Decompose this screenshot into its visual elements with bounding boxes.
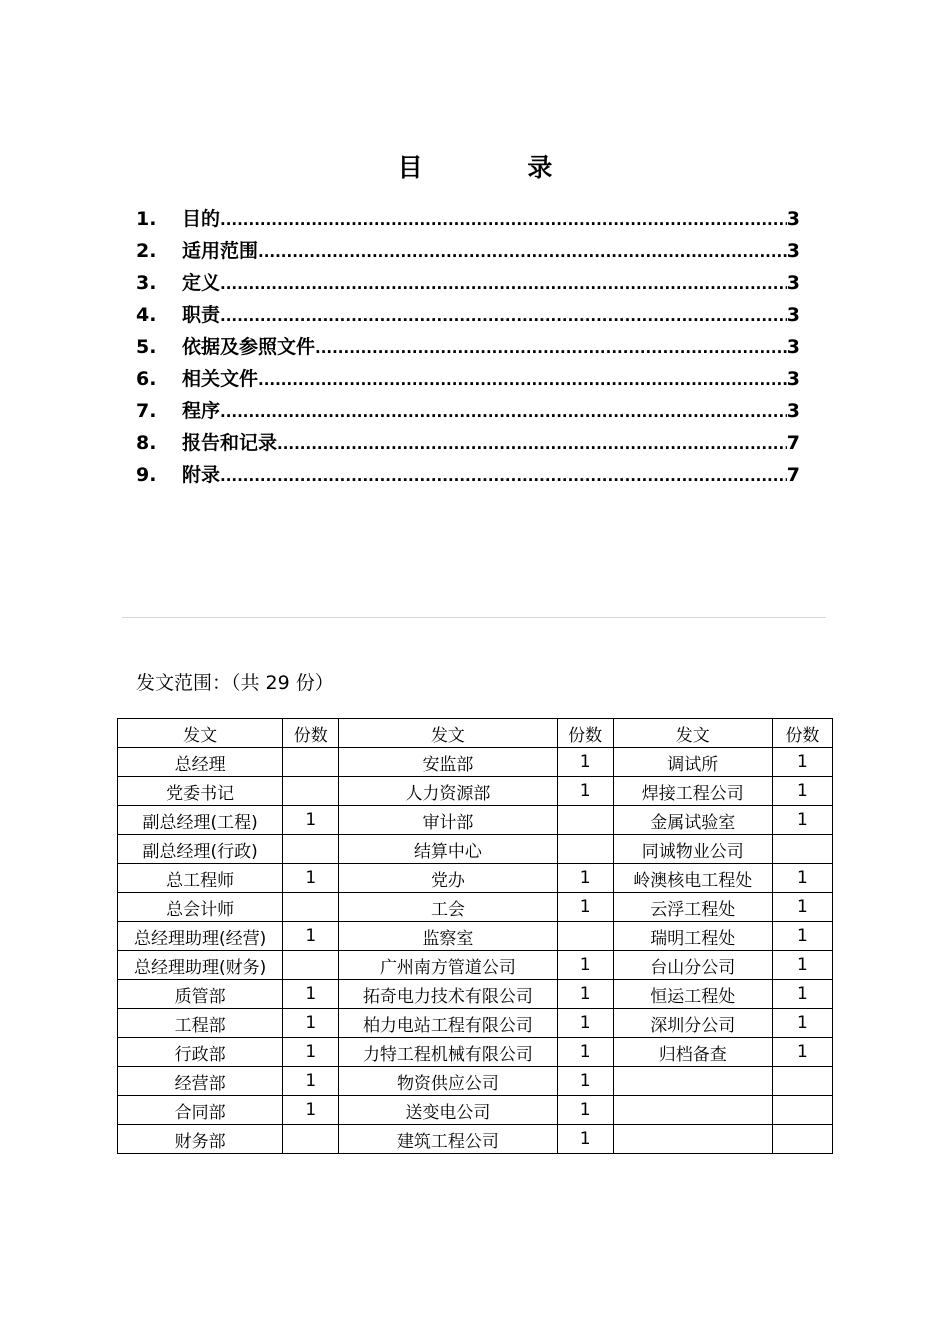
section-divider (122, 617, 826, 618)
table-row (118, 951, 833, 980)
toc-entry[interactable] (136, 235, 800, 267)
table-cell: 质管部 (118, 980, 283, 1009)
table-cell (613, 1125, 772, 1154)
column-header: 发文 (339, 719, 557, 748)
table-cell: 审计部 (339, 806, 557, 835)
table-cell: 工会 (339, 893, 557, 922)
table-cell: 1 (557, 748, 613, 777)
table-cell: 合同部 (118, 1096, 283, 1125)
toc-entry-title: 目的 (182, 208, 221, 230)
table-cell: 深圳分公司 (613, 1009, 772, 1038)
table-cell (772, 1096, 832, 1125)
toc-leader-dots (220, 300, 787, 332)
table-cell (557, 806, 613, 835)
toc-entry-number: 1. (136, 208, 157, 230)
table-cell: 建筑工程公司 (339, 1125, 557, 1154)
table-cell (557, 835, 613, 864)
table-row (118, 835, 833, 864)
toc-entry-title: 程序 (182, 400, 221, 422)
table-cell: 党委书记 (118, 777, 283, 806)
table-cell: 1 (557, 1038, 613, 1067)
column-header: 份数 (772, 719, 832, 748)
toc-title: 目 录 (397, 153, 601, 182)
table-cell: 1 (557, 980, 613, 1009)
toc-entry-number: 6. (136, 368, 157, 390)
table-cell (283, 835, 339, 864)
table-cell: 1 (283, 1067, 339, 1096)
table-cell: 1 (772, 893, 832, 922)
table-cell: 1 (772, 864, 832, 893)
toc-entry-number: 7. (136, 400, 157, 422)
table-cell: 总会计师 (118, 893, 283, 922)
toc-entry-title: 附录 (182, 464, 221, 486)
table-cell: 党办 (339, 864, 557, 893)
toc-leader-dots (277, 428, 787, 460)
table-cell: 监察室 (339, 922, 557, 951)
toc-leader-dots (220, 204, 787, 236)
table-cell: 1 (283, 980, 339, 1009)
table-cell (283, 777, 339, 806)
table-row (118, 777, 833, 806)
table-cell: 结算中心 (339, 835, 557, 864)
table-cell: 1 (557, 777, 613, 806)
toc-entry-page: 3 (786, 208, 800, 230)
toc-leader-dots (258, 236, 787, 268)
table-row (118, 1125, 833, 1154)
table-row (118, 893, 833, 922)
table-row (118, 748, 833, 777)
toc-leader-dots (315, 332, 787, 364)
table-cell: 1 (772, 922, 832, 951)
table-row (118, 1009, 833, 1038)
table-row (118, 1038, 833, 1067)
toc-entry[interactable] (136, 267, 800, 299)
table-cell: 力特工程机械有限公司 (339, 1038, 557, 1067)
toc-entry-page: 3 (786, 400, 800, 422)
table-cell: 金属试验室 (613, 806, 772, 835)
table-cell: 拓奇电力技术有限公司 (339, 980, 557, 1009)
toc-entry[interactable] (136, 331, 800, 363)
table-cell: 送变电公司 (339, 1096, 557, 1125)
table-cell (772, 835, 832, 864)
table-cell: 1 (557, 893, 613, 922)
toc-leader-dots (220, 396, 787, 428)
table-cell: 瑞明工程处 (613, 922, 772, 951)
table-cell (283, 748, 339, 777)
table-cell: 归档备查 (613, 1038, 772, 1067)
toc-entry-title: 定义 (182, 272, 221, 294)
table-cell: 广州南方管道公司 (339, 951, 557, 980)
table-cell: 1 (772, 951, 832, 980)
table-cell (557, 922, 613, 951)
table-cell: 1 (557, 951, 613, 980)
table-cell: 1 (283, 1009, 339, 1038)
toc-entry[interactable] (136, 459, 800, 491)
table-of-contents (136, 203, 800, 491)
table-cell: 物资供应公司 (339, 1067, 557, 1096)
toc-entry[interactable] (136, 395, 800, 427)
table-cell: 财务部 (118, 1125, 283, 1154)
column-header: 份数 (557, 719, 613, 748)
table-cell: 焊接工程公司 (613, 777, 772, 806)
table-cell: 柏力电站工程有限公司 (339, 1009, 557, 1038)
toc-entry[interactable] (136, 363, 800, 395)
table-cell: 经营部 (118, 1067, 283, 1096)
table-cell: 1 (283, 1096, 339, 1125)
toc-entry-number: 9. (136, 464, 157, 486)
table-cell: 1 (283, 922, 339, 951)
table-cell: 副总经理(行政) (118, 835, 283, 864)
table-cell: 1 (772, 806, 832, 835)
toc-entry-title: 适用范围 (182, 240, 259, 262)
toc-entry-page: 7 (786, 432, 800, 454)
toc-entry-page: 3 (786, 272, 800, 294)
table-cell: 同诚物业公司 (613, 835, 772, 864)
table-cell: 总工程师 (118, 864, 283, 893)
table-cell: 1 (557, 1009, 613, 1038)
table-cell: 1 (772, 1009, 832, 1038)
table-cell (283, 893, 339, 922)
table-cell (283, 1125, 339, 1154)
table-cell: 1 (283, 1038, 339, 1067)
toc-entry-title: 职责 (182, 304, 221, 326)
toc-leader-dots (220, 460, 787, 492)
table-cell: 台山分公司 (613, 951, 772, 980)
toc-entry-title: 相关文件 (182, 368, 259, 390)
table-cell: 1 (772, 777, 832, 806)
table-cell: 1 (772, 980, 832, 1009)
table-cell: 1 (772, 748, 832, 777)
column-header: 发文 (118, 719, 283, 748)
column-header: 份数 (283, 719, 339, 748)
table-cell (772, 1125, 832, 1154)
table-cell: 总经理 (118, 748, 283, 777)
toc-leader-dots (258, 364, 787, 396)
table-row (118, 980, 833, 1009)
table-cell: 工程部 (118, 1009, 283, 1038)
table-cell: 副总经理(工程) (118, 806, 283, 835)
table-header-row (118, 719, 833, 748)
toc-entry[interactable] (136, 427, 800, 459)
toc-entry-number: 4. (136, 304, 157, 326)
table-cell: 1 (283, 864, 339, 893)
toc-entry-page: 7 (786, 464, 800, 486)
table-row (118, 806, 833, 835)
table-row (118, 1067, 833, 1096)
toc-entry-page: 3 (786, 304, 800, 326)
table-cell: 人力资源部 (339, 777, 557, 806)
toc-entry[interactable] (136, 299, 800, 331)
table-row (118, 1096, 833, 1125)
table-cell: 恒运工程处 (613, 980, 772, 1009)
table-cell: 总经理助理(财务) (118, 951, 283, 980)
table-cell: 1 (557, 1067, 613, 1096)
table-cell: 1 (557, 864, 613, 893)
toc-entry-title: 依据及参照文件 (182, 336, 316, 358)
toc-entry-page: 3 (786, 240, 800, 262)
toc-entry[interactable] (136, 203, 800, 235)
table-cell (613, 1096, 772, 1125)
table-cell (613, 1067, 772, 1096)
table-cell: 云浮工程处 (613, 893, 772, 922)
table-cell: 安监部 (339, 748, 557, 777)
table-row (118, 864, 833, 893)
toc-entry-number: 8. (136, 432, 157, 454)
table-cell: 调试所 (613, 748, 772, 777)
table-cell (772, 1067, 832, 1096)
table-cell: 总经理助理(经营) (118, 922, 283, 951)
table-cell: 1 (283, 806, 339, 835)
distribution-table (117, 718, 833, 1154)
table-cell: 1 (557, 1096, 613, 1125)
toc-entry-page: 3 (786, 336, 800, 358)
table-cell (283, 951, 339, 980)
distribution-heading: 发文范围：（共 29 份） (136, 672, 334, 694)
table-cell: 岭澳核电工程处 (613, 864, 772, 893)
table-cell: 1 (557, 1125, 613, 1154)
column-header: 发文 (613, 719, 772, 748)
toc-entry-number: 5. (136, 336, 157, 358)
table-cell: 1 (772, 1038, 832, 1067)
table-row (118, 922, 833, 951)
toc-leader-dots (220, 268, 787, 300)
table-cell: 行政部 (118, 1038, 283, 1067)
toc-entry-number: 2. (136, 240, 157, 262)
toc-entry-number: 3. (136, 272, 157, 294)
toc-entry-title: 报告和记录 (182, 432, 278, 454)
toc-entry-page: 3 (786, 368, 800, 390)
